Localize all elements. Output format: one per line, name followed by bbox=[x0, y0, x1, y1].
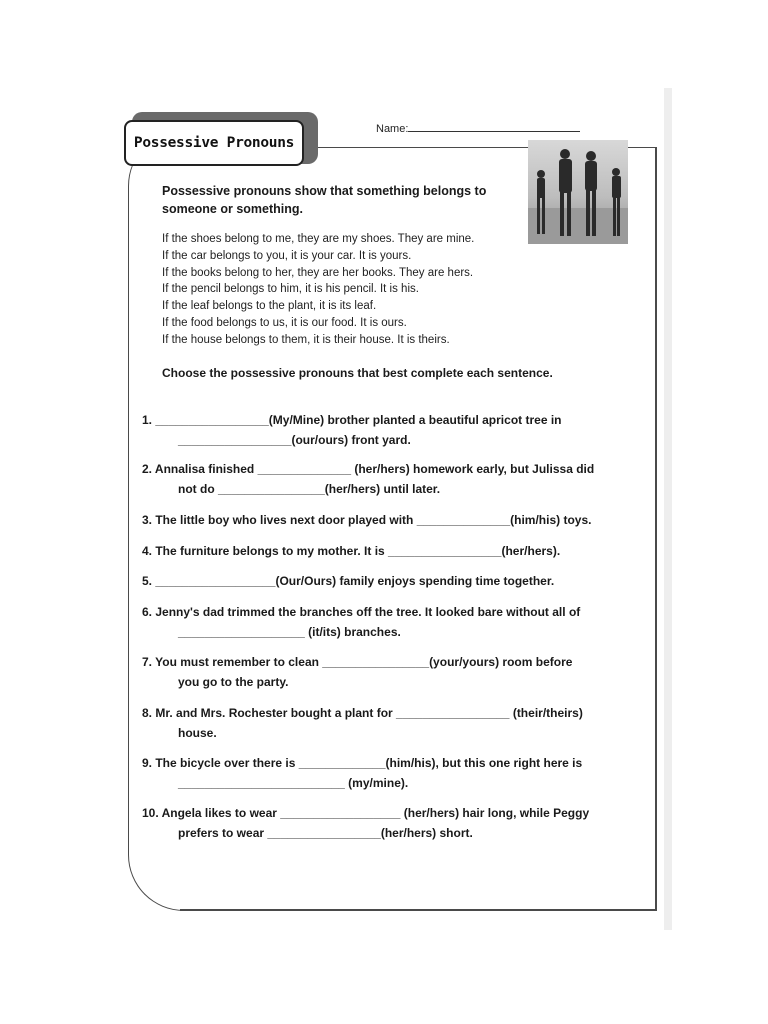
examples-list bbox=[162, 231, 522, 349]
question-item bbox=[142, 652, 622, 692]
question-line: 9. The bicycle over there is _____________(him/his), but this one right here is bbox=[142, 756, 583, 770]
instruction-text: Choose the possessive pronouns that best complete each sentence. bbox=[162, 366, 553, 380]
intro-text: Possessive pronouns show that something belongs to someone or something. bbox=[162, 184, 487, 216]
question-item bbox=[142, 753, 622, 793]
example-line: If the house belongs to them, it is their house. It is theirs. bbox=[162, 333, 450, 346]
question-line: ___________________ (it/its) branches. bbox=[178, 625, 401, 639]
question-line: 4. The furniture belongs to my mother. It is _________________(her/hers). bbox=[142, 544, 561, 558]
example-line: If the food belongs to us, it is our food. It is ours. bbox=[162, 316, 407, 329]
page-edge bbox=[664, 88, 672, 930]
frame-right-line bbox=[655, 147, 657, 910]
question-line: _________________________ (my/mine). bbox=[178, 776, 409, 790]
question-line: 3. The little boy who lives next door played with ______________(him/his) toys. bbox=[142, 513, 592, 527]
question-line: 7. You must remember to clean ________________(your/yours) room before bbox=[142, 655, 573, 669]
question-line: not do ________________(her/hers) until later. bbox=[178, 482, 441, 496]
example-line: If the leaf belongs to the plant, it is its leaf. bbox=[162, 300, 377, 313]
question-item bbox=[142, 510, 622, 530]
question-item bbox=[142, 410, 622, 450]
example-line: If the books belong to her, they are her books. They are hers. bbox=[162, 266, 474, 279]
question-line: _________________(our/ours) front yard. bbox=[178, 433, 411, 447]
example-line: If the pencil belongs to him, it is his pencil. It is his. bbox=[162, 283, 419, 296]
question-line: house. bbox=[178, 726, 217, 740]
example-line: If the shoes belong to me, they are my shoes. They are mine. bbox=[162, 233, 475, 245]
question-line: 1. _________________(My/Mine) brother planted a beautiful apricot tree in bbox=[142, 413, 562, 427]
question-line: 2. Annalisa finished ______________ (her/hers) homework early, but Julissa did bbox=[142, 462, 595, 476]
question-item bbox=[142, 571, 622, 591]
question-item bbox=[142, 459, 622, 499]
name-blank bbox=[408, 121, 580, 132]
frame-bottom-line bbox=[180, 909, 656, 911]
name-label: Name: bbox=[376, 123, 409, 135]
title-box bbox=[124, 120, 304, 166]
worksheet-title: Possessive Pronouns bbox=[133, 135, 295, 151]
question-item bbox=[142, 803, 622, 843]
question-item bbox=[142, 703, 622, 743]
question-line: 6. Jenny's dad trimmed the branches off the tree. It looked bare without all of bbox=[142, 605, 581, 619]
question-line: prefers to wear _________________(her/hers) short. bbox=[178, 826, 473, 840]
question-line: you go to the party. bbox=[178, 675, 289, 689]
question-item bbox=[142, 602, 622, 642]
name-field bbox=[376, 121, 580, 135]
family-photo bbox=[528, 140, 628, 244]
question-line: 5. __________________(Our/Ours) family enjoys spending time together. bbox=[142, 574, 555, 588]
question-line: 10. Angela likes to wear __________________ (her/hers) hair long, while Peggy bbox=[142, 806, 590, 820]
example-line: If the car belongs to you, it is your car. It is yours. bbox=[162, 249, 412, 262]
question-item bbox=[142, 541, 622, 561]
question-line: 8. Mr. and Mrs. Rochester bought a plant for _________________ (their/theirs) bbox=[142, 706, 583, 720]
